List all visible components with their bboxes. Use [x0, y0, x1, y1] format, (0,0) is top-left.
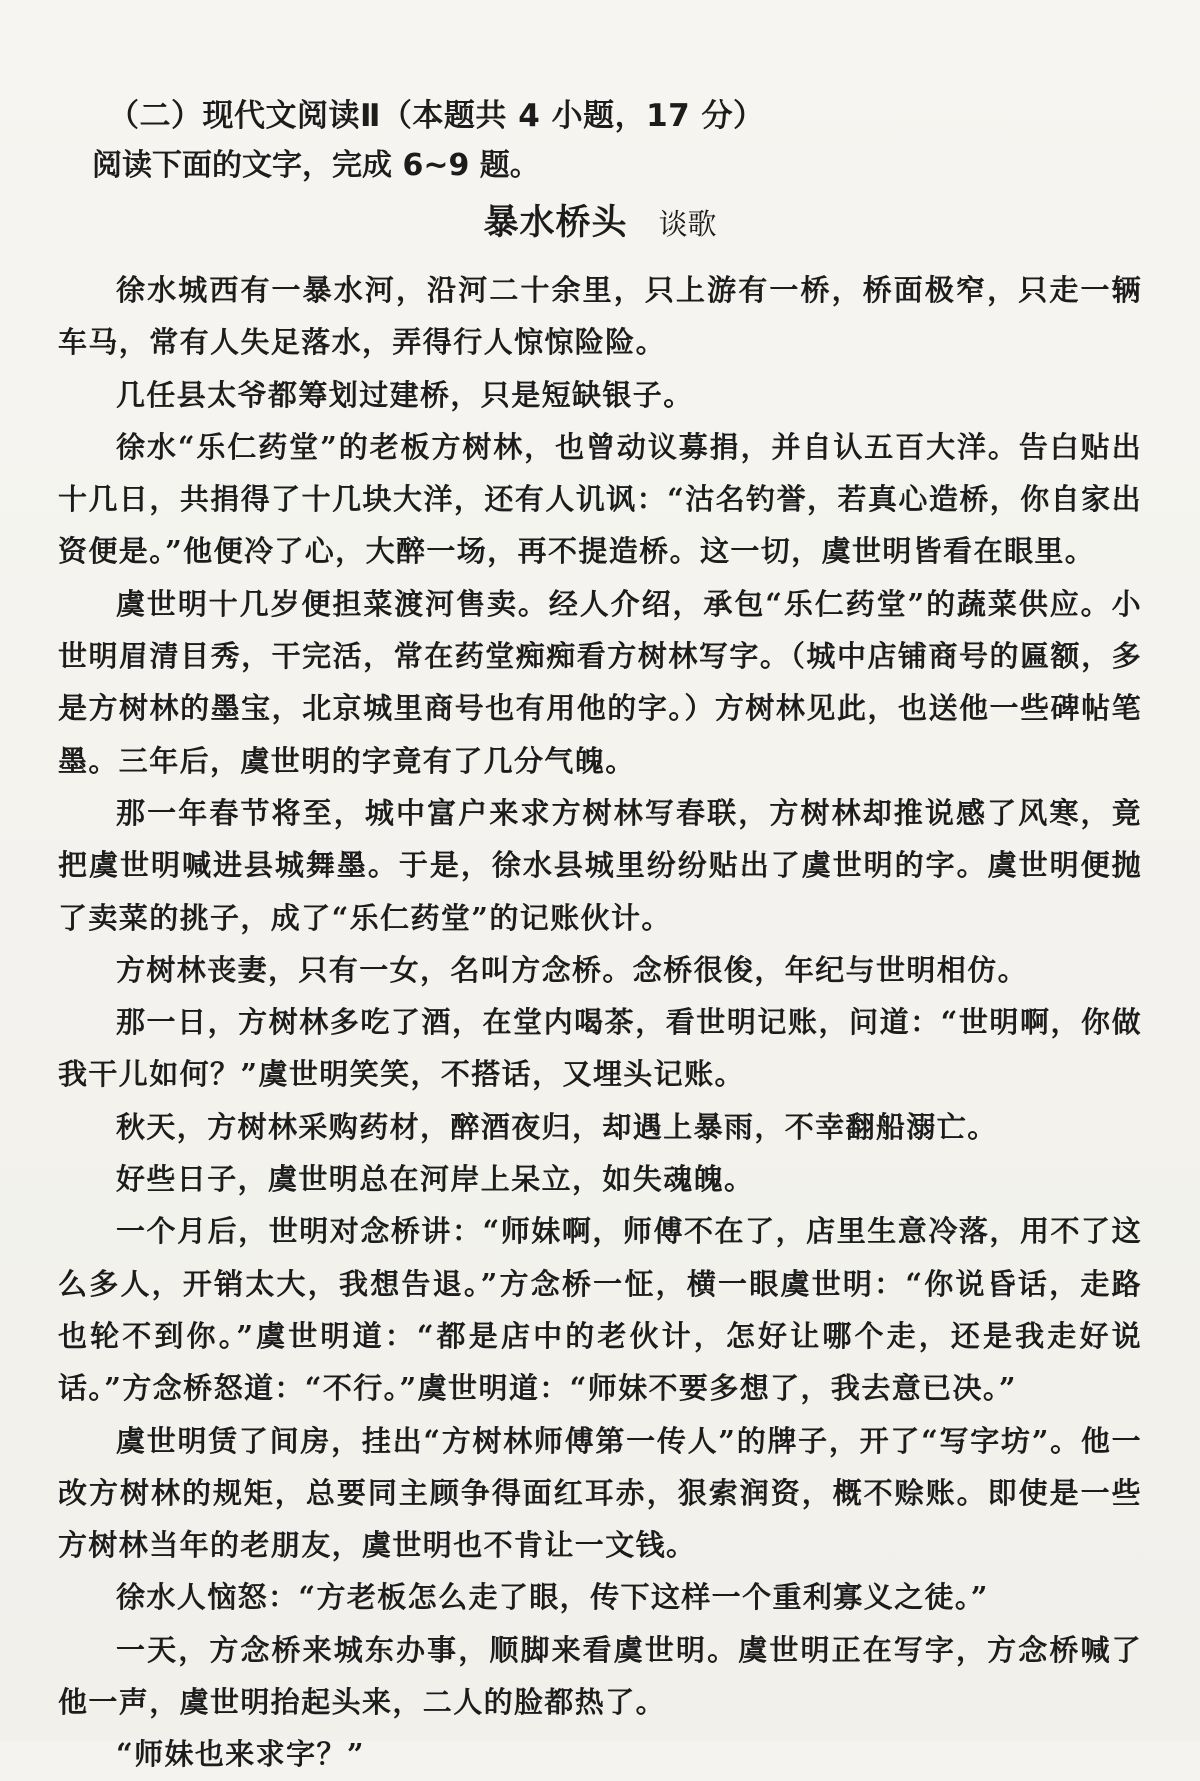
- article-author: 谈歌: [658, 207, 717, 241]
- paragraph: 那一年春节将至，城中富户来求方树林写春联，方树林却推说感了风寒，竟把虞世明喊进县城舞墨。于是，徐水县城里纷纷贴出了虞世明的字。虞世明便抛了卖菜的挑子，成了“乐仁药堂”的记账伙计。: [58, 795, 1142, 935]
- paragraph: 一天，方念桥来城东办事，顺脚来看虞世明。虞世明正在写字，方念桥喊了他一声，虞世明抬起头来，二人的脸都热了。: [58, 1632, 1142, 1720]
- article-title: 暴水桥头: [483, 203, 628, 243]
- paragraph: 徐水人恼怒：“方老板怎么走了眼，传下这样一个重利寡义之徒。”: [116, 1580, 989, 1615]
- paragraph: 徐水城西有一暴水河，沿河二十余里，只上游有一桥，桥面极窄，只走一辆车马，常有人失足落水，弄得行人惊惊险险。: [58, 273, 1142, 360]
- paragraph: 虞世明十几岁便担菜渡河售卖。经人介绍，承包“乐仁药堂”的蔬菜供应。小世明眉清目秀，干完活，常在药堂痴痴看方树林写字。（城中店铺商号的匾额，多是方树林的墨宝，北京城里商号也有用他的字。）方树林见此，也送他一些碑帖笔墨。三年后，虞世明的字竟有了几分气魄。: [58, 586, 1142, 778]
- paragraph: 一个月后，世明对念桥讲：“师妹啊，师傅不在了，店里生意冷落，用不了这么多人，开销太大，我想告退。”方念桥一怔，横一眼虞世明：“你说昏话，走路也轮不到你。”虞世明道：“都是店中的老伙计，怎好让哪个走，还是我走好说话。”方念桥怒道：“不行。”虞世明道：“师妹不要多想了，我去意已决。”: [58, 1214, 1142, 1406]
- paragraph: 秋天，方树林采购药材，醉酒夜归，却遇上暴雨，不幸翻船溺亡。: [116, 1109, 998, 1144]
- paragraph: 徐水“乐仁药堂”的老板方树林，也曾动议募捐，并自认五百大洋。告白贴出十几日，共捐得了十几块大洋，还有人讥讽：“沽名钓誉，若真心造桥，你自家出资便是。”他便冷了心，大醉一场，再不提造桥。这一切，虞世明皆看在眼里。: [58, 429, 1142, 569]
- article-body: [58, 264, 1142, 1781]
- paragraph: 方树林丧妻，只有一女，名叫方念桥。念桥很俊，年纪与世明相仿。: [116, 952, 1029, 987]
- article-title-row: [58, 198, 1142, 254]
- paragraph: 好些日子，虞世明总在河岸上呆立，如失魂魄。: [116, 1162, 755, 1197]
- reading-instruction: 阅读下面的文字，完成 6~9 题。: [92, 148, 540, 183]
- paragraph: “师妹也来求字？”: [116, 1737, 365, 1772]
- section-header: （二）现代文阅读Ⅱ（本题共 4 小题，17 分）: [108, 98, 765, 134]
- paragraph: 那一日，方树林多吃了酒，在堂内喝茶，看世明记账，问道：“世明啊，你做我干儿如何？”虞世明笑笑，不搭话，又埋头记账。: [58, 1005, 1142, 1092]
- paragraph: 几任县太爷都筹划过建桥，只是短缺银子。: [116, 377, 694, 412]
- paragraph: 虞世明赁了间房，挂出“方树林师傅第一传人”的牌子，开了“写字坊”。他一改方树林的规矩，总要同主顾争得面红耳赤，狠索润资，概不赊账。即使是一些方树林当年的老朋友，虞世明也不肯让一文钱。: [58, 1423, 1142, 1563]
